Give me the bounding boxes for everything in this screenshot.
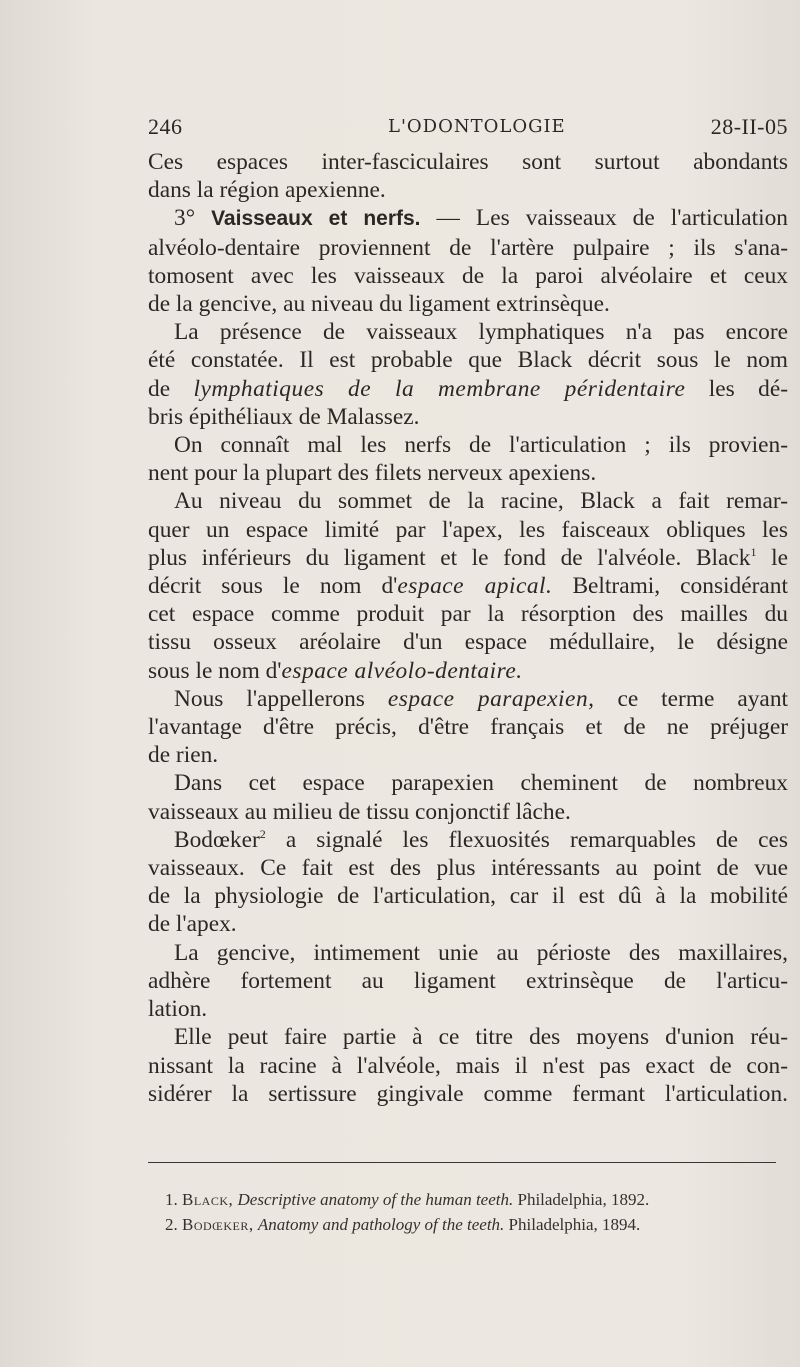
footnote-divider	[148, 1162, 776, 1163]
text-line: adhère fortement au ligament extrinsèque de l'articu-	[148, 967, 788, 994]
footnote-2: 2. Bodœker, Anatomy and pathology of the teeth. Philadelphia, 1894.	[165, 1215, 641, 1234]
text-line: On connaît mal les nerfs de l'articulation ; ils provien-	[174, 432, 788, 459]
text-line: de l'apex.	[148, 911, 237, 938]
text-line: Nous l'appellerons espace parapexien, ce terme ayant	[174, 685, 789, 712]
text-line: vaisseaux au milieu de tissu conjonctif lâche.	[148, 798, 571, 825]
text-line: bris épithéliaux de Malassez.	[148, 403, 420, 430]
text-line: tomosent avec les vaisseaux de la paroi alvéolaire et ceux	[148, 262, 788, 289]
text-line: quer un espace limité par l'apex, les faisceaux obliques les	[148, 516, 788, 543]
footnote-ref: 1	[750, 544, 757, 559]
footnote-1: 1. Black, Descriptive anatomy of the human teeth. Philadelphia, 1892.	[165, 1190, 650, 1209]
text-line: alvéolo-dentaire proviennent de l'artère pulpaire ; ils s'ana-	[148, 234, 788, 261]
text-line: de la gencive, au niveau du ligament extrinsèque.	[148, 291, 610, 318]
footnote-ref: 2	[259, 826, 266, 841]
text-line: de lymphatiques de la membrane péridentaire les dé-	[148, 375, 788, 402]
text-line: lation.	[148, 996, 208, 1023]
page-number: 246	[148, 114, 183, 139]
text-line: plus inférieurs du ligament et le fond de l'alvéole. Black$^1$ le	[148, 544, 788, 571]
section-heading: Vaisseaux et nerfs.	[211, 207, 421, 231]
text-line: décrit sous le nom d'espace apical. Beltrami, considérant	[148, 573, 788, 600]
text-line: dans la région apexienne.	[148, 177, 386, 204]
text-line: été constatée. Il est probable que Black décrit sous le nom	[148, 347, 788, 374]
text-line: sidérer la sertissure gingivale comme fermant l'articulation.	[148, 1080, 788, 1107]
journal-title: L'ODONTOLOGIE	[388, 116, 566, 137]
text-line: Dans cet espace parapexien cheminent de nombreux	[174, 770, 788, 797]
body-text	[148, 148, 788, 1108]
section-number: 3°	[174, 205, 196, 232]
text-line: Ces espaces inter-fasciculaires sont surtout abondants	[148, 149, 788, 175]
italic-term: espace parapexien,	[387, 685, 595, 712]
text-line: nissant la racine à l'alvéole, mais il n'est pas exact de con-	[148, 1052, 788, 1079]
italic-term: espace alvéolo-dentaire.	[281, 657, 523, 684]
text-line: vaisseaux. Ce fait est des plus intéressants au point de vue	[148, 855, 788, 882]
footnotes	[165, 1187, 765, 1237]
running-header	[148, 114, 788, 142]
text-line: l'avantage d'être précis, d'être français et de ne préjuger	[148, 714, 788, 741]
text-line: La gencive, intimement unie au périoste des maxillaires,	[174, 939, 788, 966]
text-line: cet espace comme produit par la résorption des mailles du	[148, 601, 788, 628]
text-line: Au niveau du sommet de la racine, Black a fait remar-	[174, 488, 788, 515]
text-line: Elle peut faire partie à ce titre des moyens d'union réu-	[174, 1024, 788, 1051]
text-line: de rien.	[148, 742, 219, 769]
issue-date: 28-II-05	[710, 114, 788, 139]
text-line: de la physiologie de l'articulation, car il est dû à la mobilité	[148, 883, 788, 910]
text-line: Bodœker$^2$ a signalé les flexuosités remarquables de ces	[174, 826, 788, 853]
text-line: sous le nom d'espace alvéolo-dentaire.	[148, 657, 523, 684]
italic-term: lymphatiques de la membrane péridentaire	[193, 375, 686, 402]
text-line: La présence de vaisseaux lymphatiques n'a pas encore	[174, 319, 788, 346]
text-line: tissu osseux aréolaire d'un espace médullaire, le désigne	[148, 629, 788, 656]
italic-term: espace apical.	[397, 573, 553, 600]
text-line: nent pour la plupart des filets nerveux apexiens.	[148, 460, 597, 487]
section-heading-line: 3° Vaisseaux et nerfs. — Les vaisseaux de l'articulation	[174, 205, 788, 232]
